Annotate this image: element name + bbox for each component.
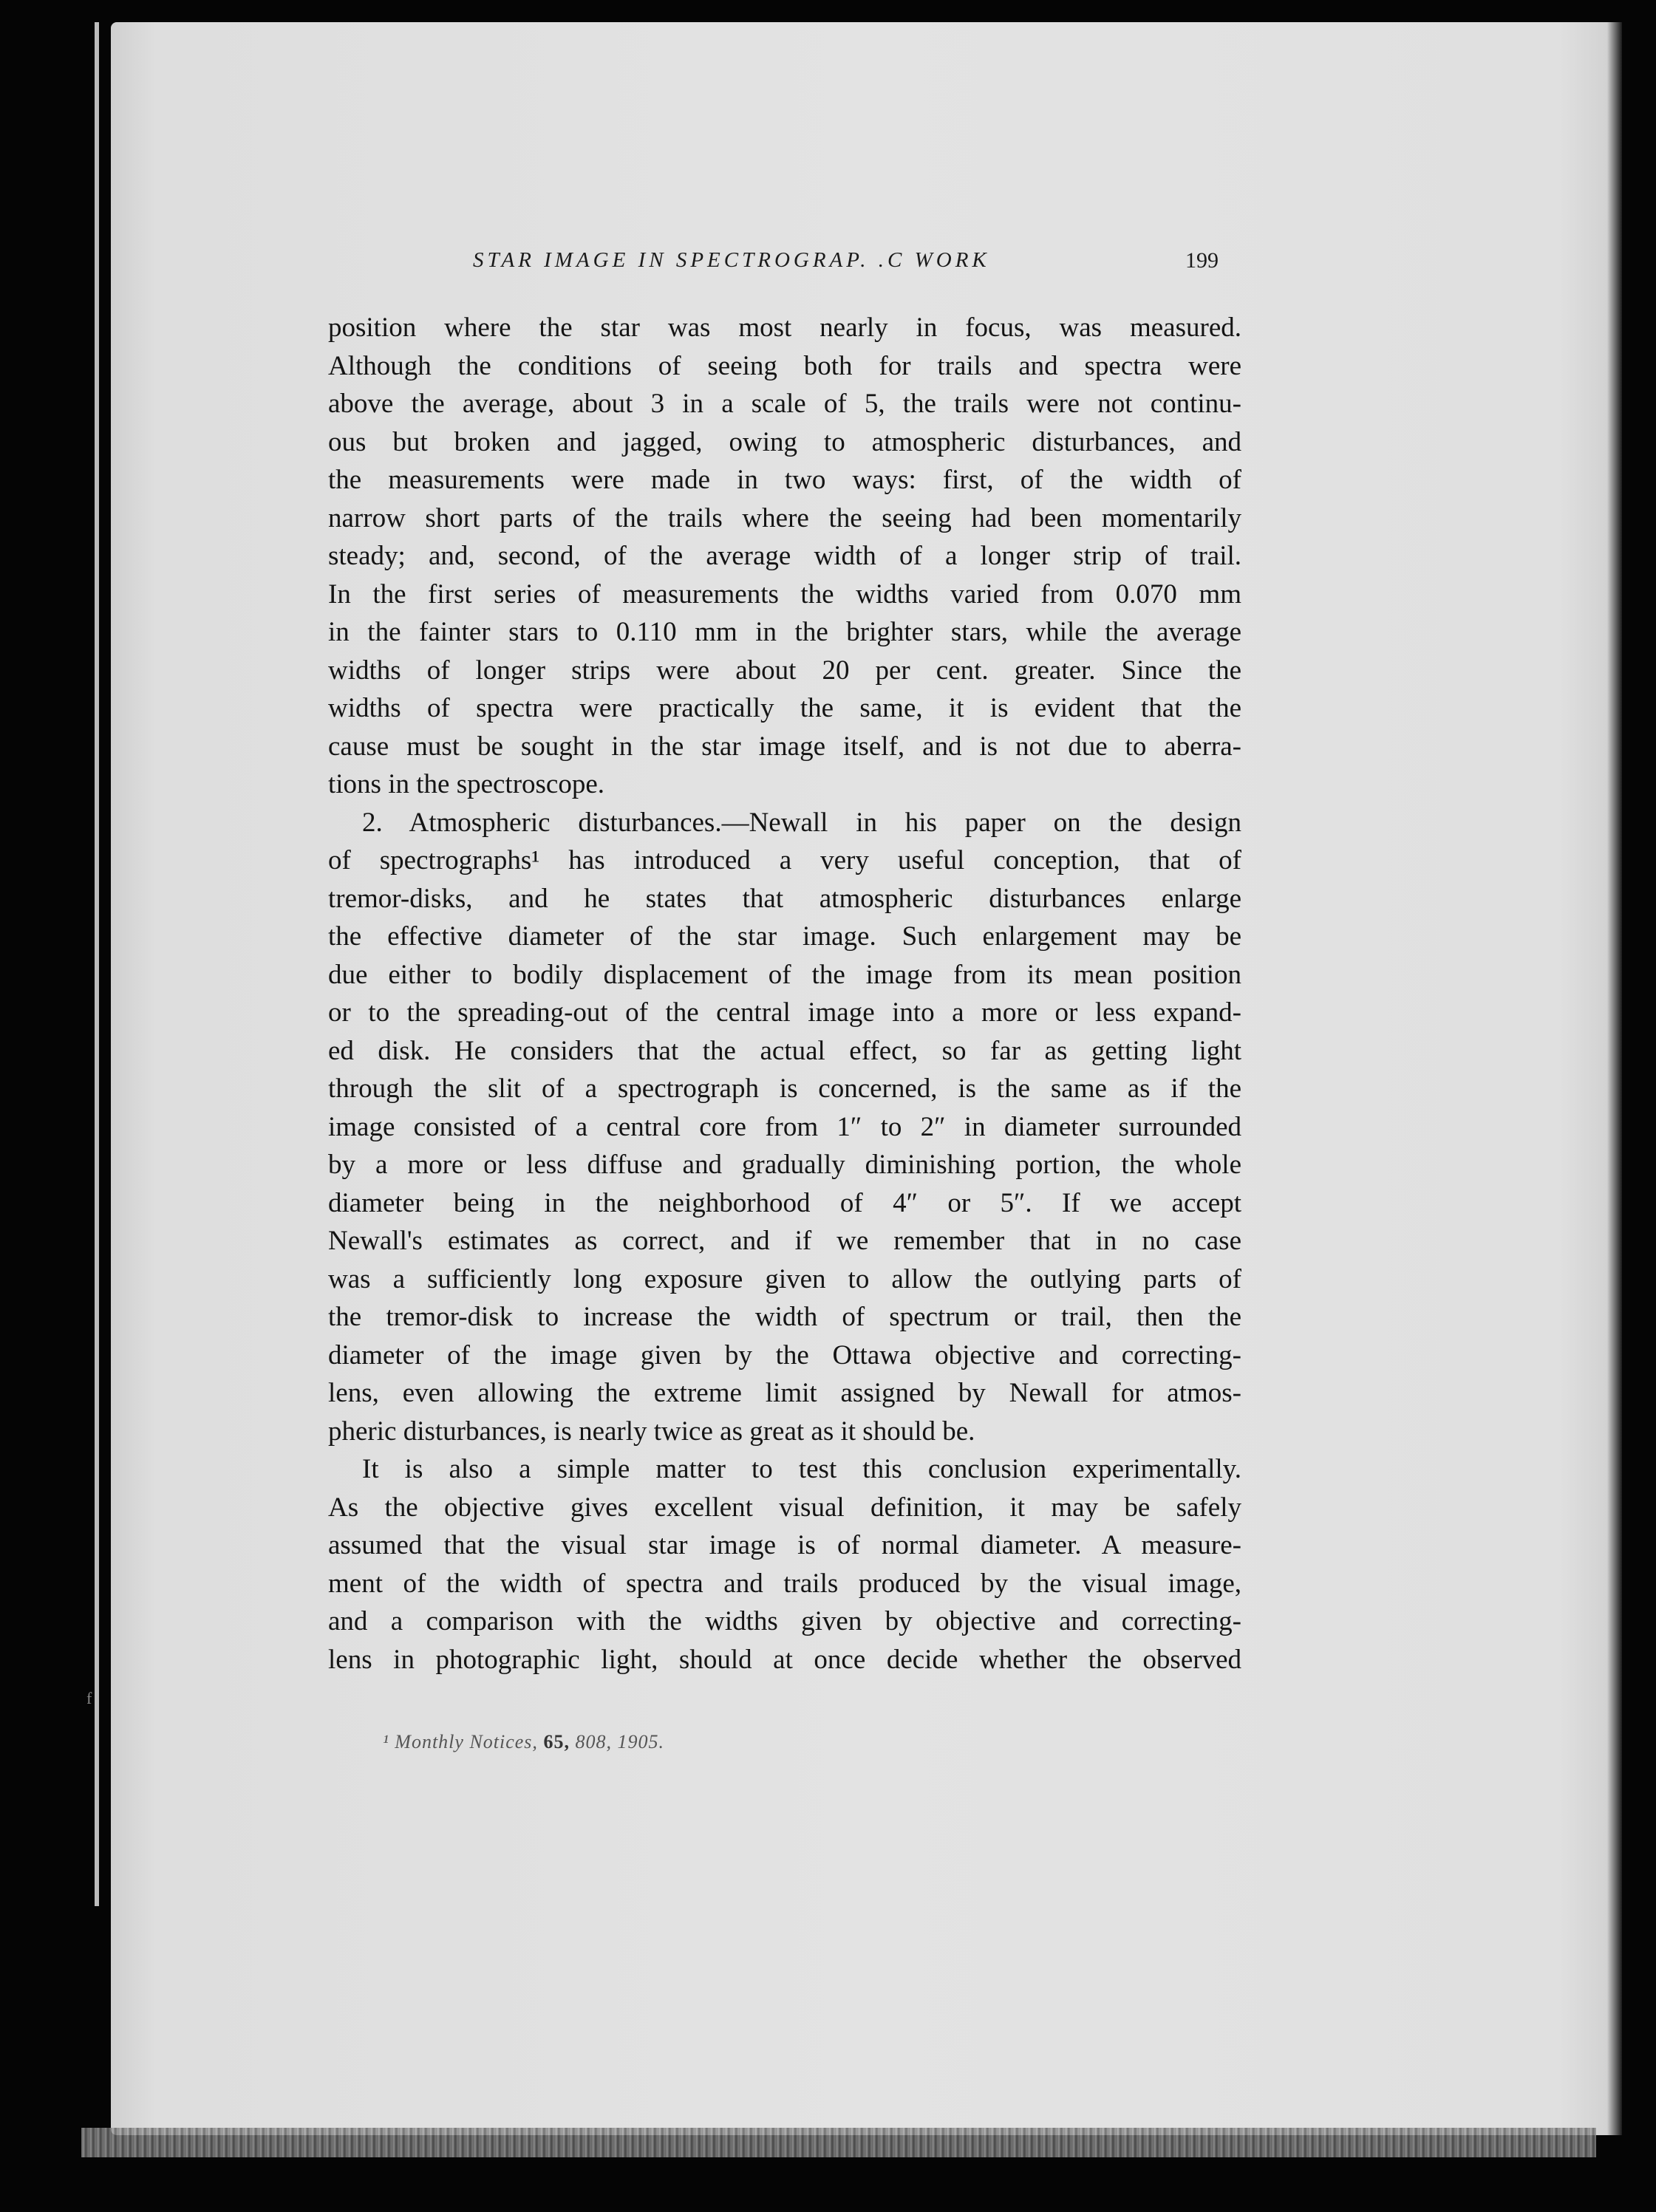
text-line: was a sufficiently long exposure given to allow the outlying parts of xyxy=(328,1263,1241,1294)
text-line: In the first series of measurements the widths varied from 0.070 mm xyxy=(328,578,1241,610)
footnote-journal: Monthly Notices, xyxy=(395,1731,538,1752)
text-line: ous but broken and jagged, owing to atmospheric disturbances, and xyxy=(328,426,1241,457)
body-text xyxy=(328,309,1241,1679)
text-line: As the objective gives excellent visual definition, it may be safely xyxy=(328,1492,1241,1523)
text-line: the tremor-disk to increase the width of spectrum or trail, then the xyxy=(328,1302,1241,1332)
text-line: tremor-disks, and he states that atmospheric disturbances enlarge xyxy=(328,883,1241,914)
text-line: widths of longer strips were about 20 per cent. greater. Since the xyxy=(328,655,1241,686)
text-line: pheric disturbances, is nearly twice as great as it should be. xyxy=(328,1416,975,1447)
text-line: by a more or less diffuse and gradually diminishing portion, the whole xyxy=(328,1150,1241,1180)
page-fold-line xyxy=(95,22,99,1906)
footnote-volume: 65, xyxy=(543,1731,570,1752)
text-line: and a comparison with the widths given by objective and correcting- xyxy=(328,1606,1241,1636)
margin-mark: f xyxy=(86,1689,92,1707)
text-line: through the slit of a spectrograph is concerned, is the same as if the xyxy=(328,1073,1241,1104)
page-right-edge xyxy=(1607,22,1622,2135)
text-line: diameter of the image given by the Ottawa objective and correcting- xyxy=(328,1339,1241,1370)
text-line: assumed that the visual star image is of normal diameter. A measure- xyxy=(328,1530,1241,1560)
text-line: narrow short parts of the trails where the seeing had been momentarily xyxy=(328,502,1241,533)
running-title: STAR IMAGE IN SPECTROGRAP. .C WORK xyxy=(473,248,990,272)
text-line: of spectrographs¹ has introduced a very useful conception, that of xyxy=(328,845,1241,875)
text-line: position where the star was most nearly in focus, was measured. xyxy=(328,313,1241,343)
text-line: diameter being in the neighborhood of 4″ or 5″. If we accept xyxy=(328,1187,1241,1218)
page-number: 199 xyxy=(1185,248,1219,273)
text-line: image consisted of a central core from 1″ to 2″ in diameter surrounded xyxy=(328,1111,1241,1142)
page-bottom-edge xyxy=(81,2128,1596,2157)
text-line: ed disk. He considers that the actual effect, so far as getting light xyxy=(328,1035,1241,1066)
text-line: in the fainter stars to 0.110 mm in the brighter stars, while the average xyxy=(328,617,1241,647)
footnote xyxy=(383,1731,664,1753)
text-line: Newall's estimates as correct, and if we remember that in no case xyxy=(328,1226,1241,1256)
text-line: It is also a simple matter to test this conclusion experimentally. xyxy=(362,1454,1241,1484)
text-line: the measurements were made in two ways: first, of the width of xyxy=(328,465,1241,495)
text-line: lens in photographic light, should at once decide whether the observed xyxy=(328,1644,1241,1675)
footnote-marker: ¹ xyxy=(383,1731,389,1752)
text-line: widths of spectra were practically the same, it is evident that the xyxy=(328,693,1241,723)
text-line: tions in the spectroscope. xyxy=(328,769,605,799)
text-line: cause must be sought in the star image itself, and is not due to aberra- xyxy=(328,731,1241,762)
text-line: lens, even allowing the extreme limit assigned by Newall for atmos- xyxy=(328,1378,1241,1408)
text-line: Although the conditions of seeing both for trails and spectra were xyxy=(328,350,1241,381)
text-line: above the average, about 3 in a scale of 5, the trails were not continu- xyxy=(328,389,1241,419)
section-heading-line: 2. Atmospheric disturbances.—Newall in his paper on the design xyxy=(362,807,1241,838)
footnote-pages: 808, 1905. xyxy=(575,1731,664,1752)
text-line: due either to bodily displacement of the image from its mean position xyxy=(328,959,1241,990)
text-line: ment of the width of spectra and trails produced by the visual image, xyxy=(328,1568,1241,1599)
text-line: the effective diameter of the star image. Such enlargement may be xyxy=(328,921,1241,952)
text-line: steady; and, second, of the average width of a longer strip of trail. xyxy=(328,541,1241,571)
text-line: or to the spreading-out of the central image into a more or less expand- xyxy=(328,997,1241,1028)
